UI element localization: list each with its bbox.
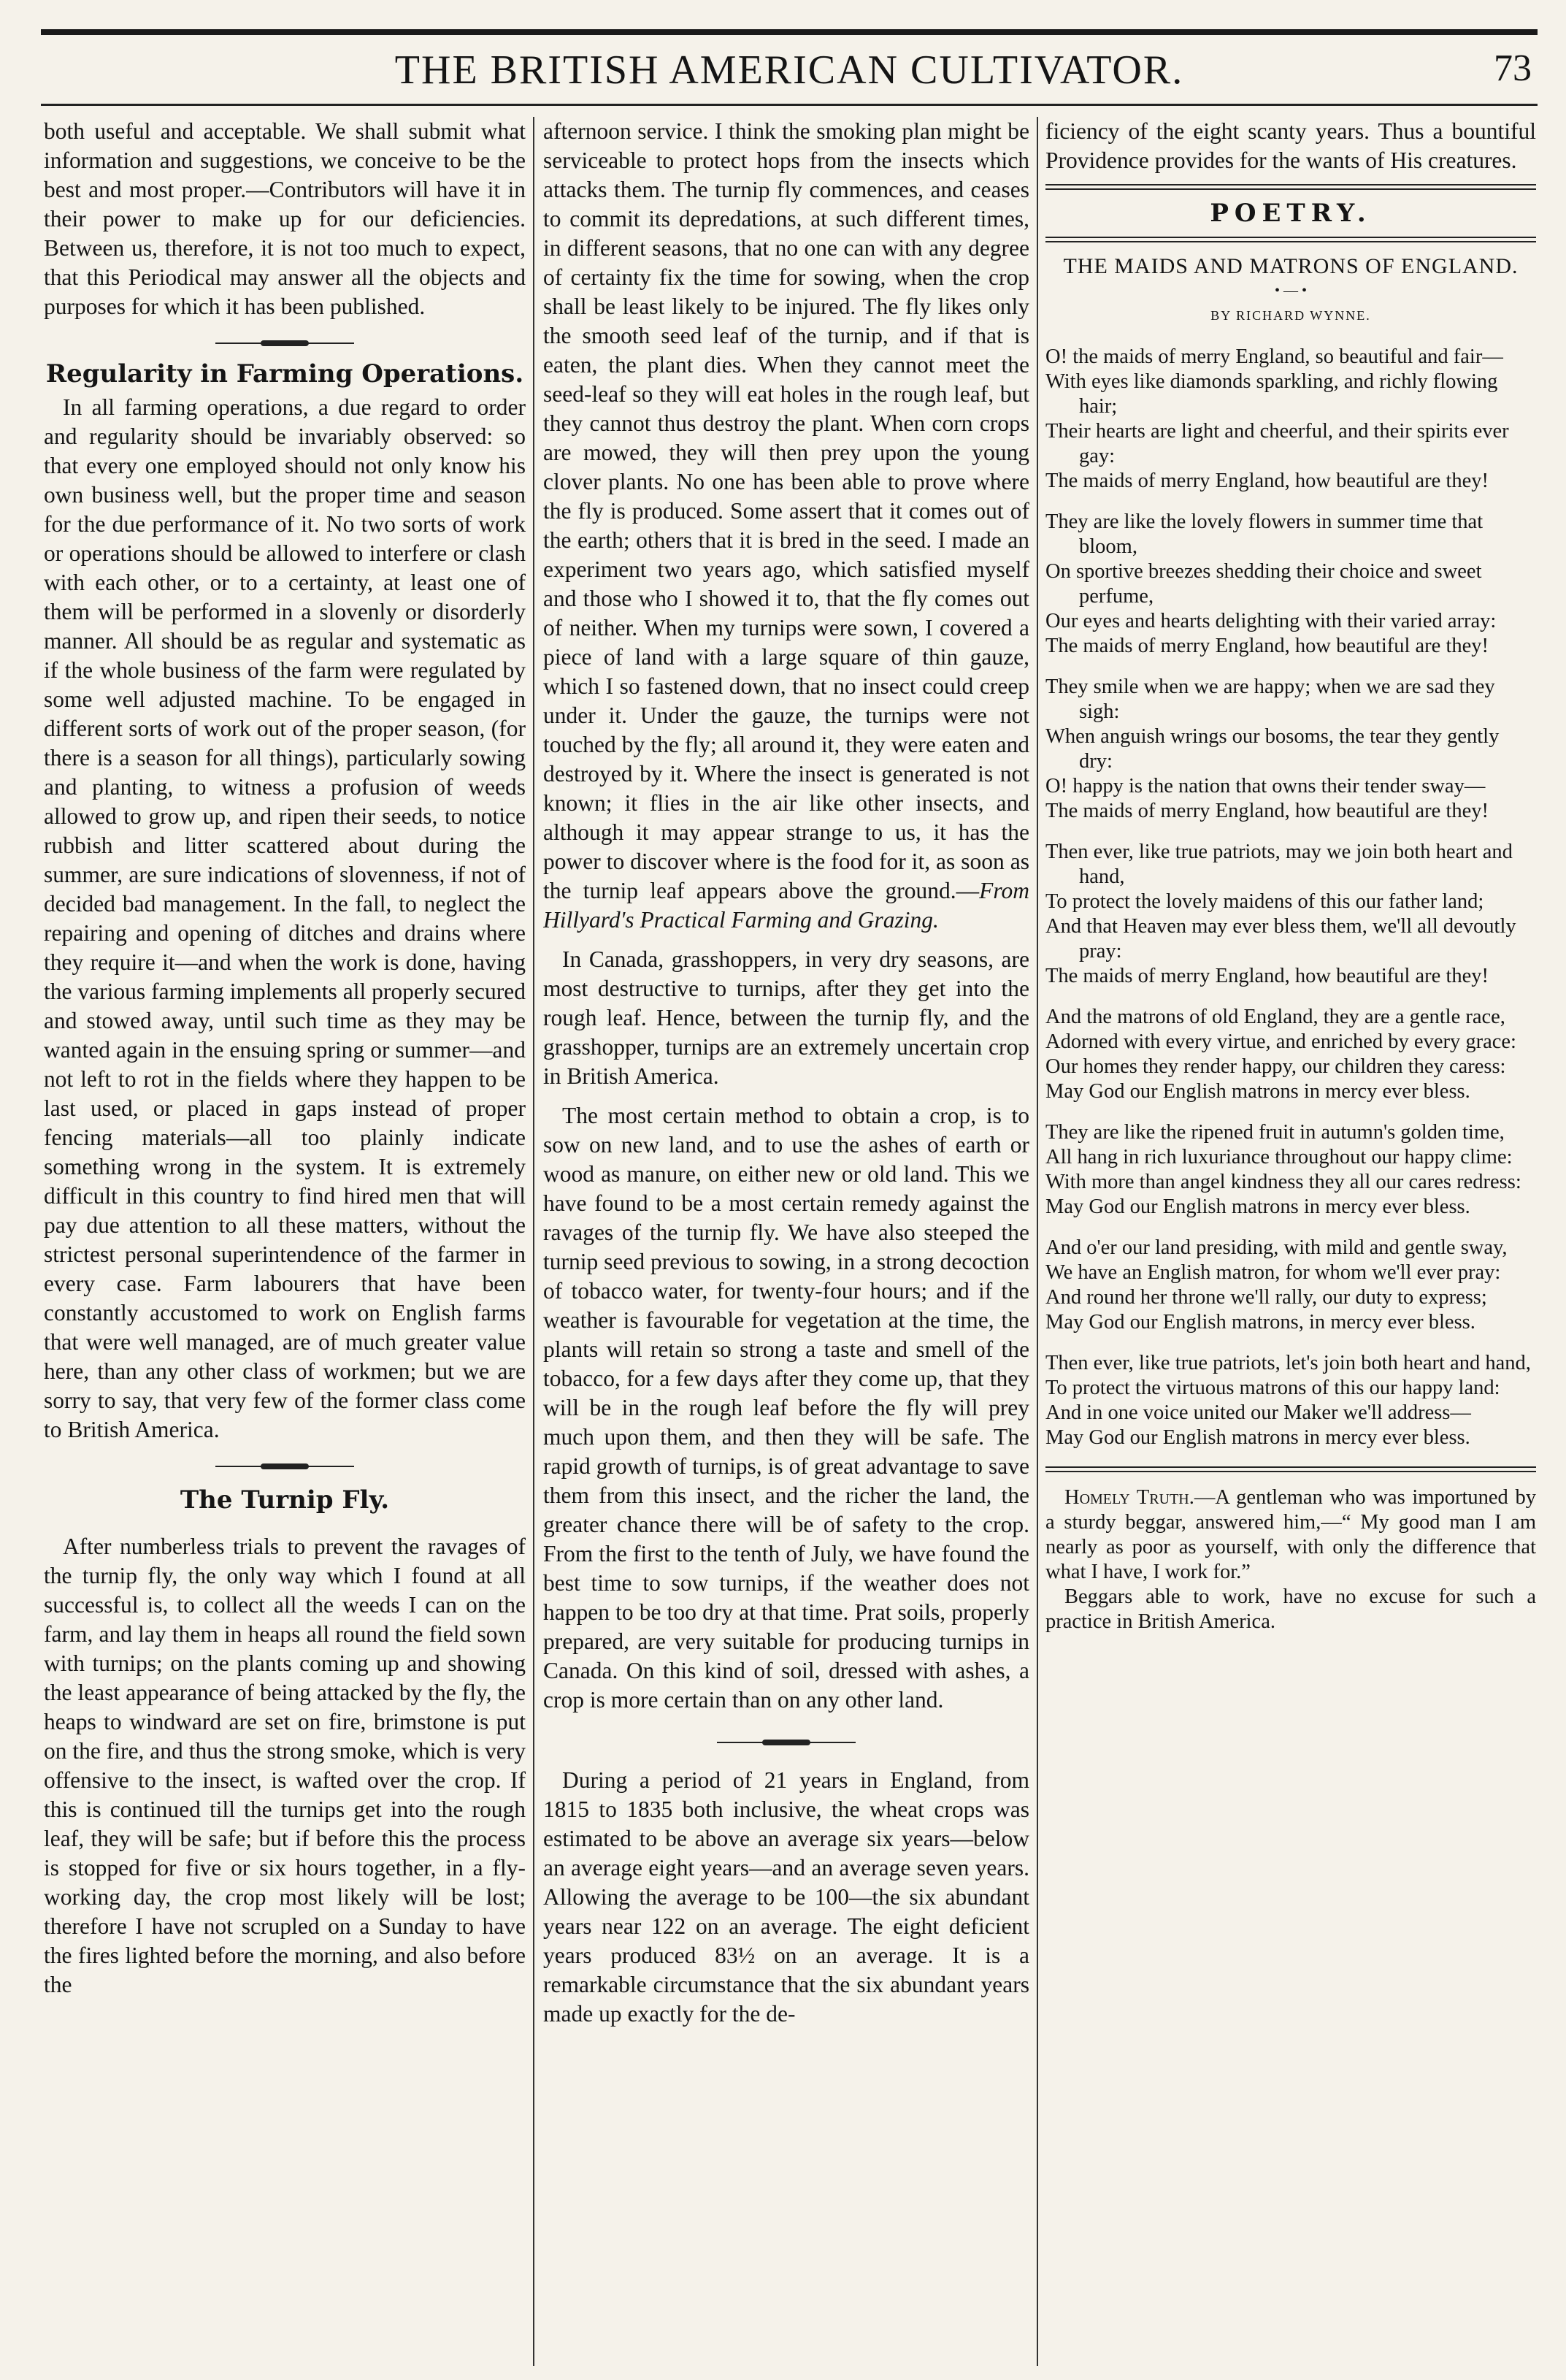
poem-line: To protect the virtuous matrons of this our happy land: <box>1045 1377 1500 1399</box>
page-header <box>41 41 1538 106</box>
poem-line: And in one voice united our Maker we'll address— <box>1045 1401 1471 1424</box>
poem-line: Our homes they render happy, our children they caress: <box>1045 1055 1506 1078</box>
poem-line: They are like the lovely flowers in summer time that bloom, <box>1045 510 1484 558</box>
poem-author: BY RICHARD WYNNE. <box>1210 308 1371 323</box>
poem-line: All hang in rich luxuriance throughout our happy clime: <box>1045 1146 1513 1168</box>
poem-line: On sportive breezes shedding their choice and sweet perfume, <box>1045 560 1482 608</box>
poem-stanza <box>1045 345 1536 494</box>
ornament: • — • <box>1274 283 1307 299</box>
poem-line: The maids of merry England, how beautiful are they! <box>1045 965 1489 987</box>
canada-paragraph: In Canada, grasshoppers, in very dry seasons, are most destructive to turnips, after they get into the rough leaf. Hence, between the turnip fly, and the grasshopper, turnips are an extremely uncertain crop in British America. <box>543 946 1029 1089</box>
turnip-fly-heading: The Turnip Fly. <box>180 1485 390 1515</box>
poem-line: Then ever, like true patriots, may we join both heart and hand, <box>1045 841 1513 888</box>
section-separator <box>717 1740 856 1745</box>
poem-line: O! happy is the nation that owns their tender sway— <box>1045 775 1486 797</box>
poem-line: Then ever, like true patriots, let's join both heart and hand, <box>1045 1352 1531 1374</box>
poem-stanza <box>1045 840 1536 989</box>
poem-stanza <box>1045 1120 1536 1220</box>
top-border <box>41 29 1538 35</box>
poem-line: The maids of merry England, how beautiful are they! <box>1045 635 1489 657</box>
poem-line: The maids of merry England, how beautiful are they! <box>1045 470 1489 492</box>
poem-line: They are like the ripened fruit in autumn's golden time, <box>1045 1121 1505 1144</box>
turnip-fly-continued <box>543 117 1029 935</box>
poem-line: May God our English matrons, in mercy ever bless. <box>1045 1311 1475 1334</box>
poem-line: And that Heaven may ever bless them, we'll all devoutly pray: <box>1045 915 1516 963</box>
column-2 <box>543 117 1029 2366</box>
column-rule-1 <box>533 117 534 2366</box>
method-paragraph: The most certain method to obtain a crop, is to sow on new land, and to use the ashes of earth or wood as manure, on either new or old land. This we have found to be a most certain remedy against the ravages of the turnip fly. We have also steeped the turnip seed previous to sowing, in a strong decoction of tobacco water, for twenty-four hours; and if the weather is favourable for vegetation at the time, the plants will retain so strong a taste and smell of the tobacco, for a few days after they come up, that they will be in the rough leaf before the fly will prey much upon them, and then they will be safe. The rapid growth of turnips, is of great advantage to save them from this insect, and the richer the land, the greater chance there will be of safety to the crop. From the first to the tenth of July, we have found the best time to sow turnips, if the weather does not happen to be too dry at that time. Prat soils, properly prepared, are very suitable for producing turnips in Canada. On this kind of soil, dressed with ashes, a crop is more certain than on any other land. <box>543 1103 1029 1713</box>
poem-line: May God our English matrons in mercy ever bless. <box>1045 1426 1470 1449</box>
poem-line: May God our English matrons in mercy ever bless. <box>1045 1080 1470 1103</box>
poem-line: And o'er our land presiding, with mild and gentle sway, <box>1045 1236 1508 1259</box>
poem-line: Their hearts are light and cheerful, and their spirits ever gay: <box>1045 420 1509 467</box>
poem-line: To protect the lovely maidens of this our father land; <box>1045 890 1484 913</box>
poetry-heading: POETRY. <box>1210 199 1372 228</box>
column-3 <box>1045 117 1536 2366</box>
poem-line: And round her throne we'll rally, our duty to express; <box>1045 1286 1487 1309</box>
homely-truth-text: —A gentleman who was importuned by a sturdy beggar, answered him,—“ My good man I am nearly as poor as yourself, with only the difference that what I have, I work for.” <box>1045 1486 1536 1583</box>
regularity-paragraph: In all farming operations, a due regard to order and regularity should be invariably observed: so that every one employed should not only know his own business well, but the proper time and season for the due performance of it. No two sorts of work or operations should be allowed to interfere or clash with each other, or to a certainty, at least one of them will be performed in a slovenly or disorderly manner. All should be as regular and systematic as if the whole business of the farm were regulated by some well adjusted machine. To be engaged in different sorts of work out of the proper season, (for there is a season for all things), particularly sowing and planting, to witness a profusion of weeds allowed to grow up, and ripen their seeds, to notice rubbish and litter scattered about during the summer, are sure indications of slovenness, if not of decided bad management. In the fall, to neglect the repairing and opening of ditches and drains where they require it—and when the work is done, having the various farming implements all properly secured and stowed away, until such time as they may be wanted again in the ensuing spring or summer—and not left to rot in the fields where they happen to be last used, or placed in gaps instead of proper fencing materials—all too plainly indicate something wrong in the system. It is extremely difficult in this country to find hired men that will pay due attention to all these matters, without the strictest personal superintendence of the farmer in every case. Farm labourers that have been constantly accustomed to work on English farms that were well managed, are of much greater value here, than any other class of workmen; but we are sorry to say, that very few of the former class come to British America. <box>44 394 526 1442</box>
turnip-fly-cont-text: afternoon service. I think the smoking plan might be serviceable to protect hops from the insects which attacks them. The turnip fly commences, and ceases to commit its depredations, at such different times, in different seasons, that no one can with any degree of certainty fix the time for sowing, when the crop shall be least likely to be injured. The fly likes only the smooth seed leaf of the turnip, and if that is eaten, the plant dies. When they cannot meet the seed-leaf so they will eat holes in the rough leaf, but they cannot thus destroy the plant. When corn crops are mowed, they will then prey upon the young clover plants. No one has been able to prove where the fly is produced. Some assert that it comes out of the earth; others that it is bred in the seed. I made an experiment two years ago, which satisfied myself and those who I showed it to, that the fly comes out of neither. When my turnips were sown, I covered a piece of land with a large square of thin gauze, which I so fastened down, that no insect could creep under it. Under the gauze, the turnips were not touched by the fly; all around it, they were eaten and destroyed by it. Where the insect is generated is not known; it flies in the air like other insects, and although it may appear strange to us, it has the power to discover where is the food for it, as soon as the turnip leaf appears above the ground.— <box>543 118 1029 903</box>
double-rule <box>1045 237 1536 242</box>
poem-line: We have an English matron, for whom we'll ever pray: <box>1045 1261 1501 1284</box>
homely-truth-label: Homely Truth. <box>1064 1486 1194 1509</box>
column-rule-2 <box>1037 117 1038 2366</box>
double-rule <box>1045 1466 1536 1472</box>
turnip-fly-paragraph: After numberless trials to prevent the ravages of the turnip fly, the only way which I found at all successful is, to collect all the weeds I can on the farm, and lay them in heaps all round the field sown with turnips; on the plants coming up and showing the least appearance of being attacked by the fly, the heaps to windward are set on fire, brimstone is put on the fire, and thus the strong smoke, which is very offensive to the insect, is wafted over the crop. If this is continued till the turnips get into the rough leaf, they will be safe; but if before this the process is stopped for five or six hours together, in a fly-working day, the crop most likely will be lost; therefore I have not scrupled on a Sunday to have the fires lighted before the morning, and also before the <box>44 1534 526 1997</box>
wheat-paragraph: During a period of 21 years in England, from 1815 to 1835 both inclusive, the wheat crops was estimated to be above an average six years—below an average eight years—and an average seven years. Allowing the average to be 100—the six abundant years near 122 on an average. The eight deficient years produced 83½ on an average. It is a remarkable circumstance that the six abundant years made up exactly for the de- <box>543 1767 1029 2027</box>
poem-stanza <box>1045 510 1536 659</box>
wheat-continued: ficiency of the eight scanty years. Thus a bountiful Providence provides for the wants of His creatures. <box>1045 118 1536 173</box>
intro-paragraph: both useful and acceptable. We shall submit what information and suggestions, we conceive to be the best and most proper.—Contributors will have it in their power to make up for our deficiencies. Between us, therefore, it is not too much to expect, that this Periodical may answer all the objects and purposes for which it has been published. <box>44 118 526 319</box>
poem-line: Adorned with every virtue, and enriched by every grace: <box>1045 1030 1516 1053</box>
homely-truth-paragraph <box>1045 1485 1536 1585</box>
poem-line: They smile when we are happy; when we are sad they sigh: <box>1045 676 1495 723</box>
poem-line: O! the maids of merry England, so beautiful and fair— <box>1045 345 1503 368</box>
poem-line: When anguish wrings our bosoms, the tear they gently dry: <box>1045 725 1500 773</box>
poem-line: And the matrons of old England, they are a gentle race, <box>1045 1006 1505 1028</box>
poem-title: THE MAIDS AND MATRONS OF ENGLAND. <box>1063 254 1519 278</box>
poem-line: With more than angel kindness they all our cares redress: <box>1045 1171 1521 1193</box>
poem-line: May God our English matrons in mercy ever bless. <box>1045 1195 1470 1218</box>
poem-stanza <box>1045 675 1536 824</box>
poem-stanza <box>1045 1005 1536 1104</box>
section-separator <box>215 340 354 346</box>
poem-stanza <box>1045 1351 1536 1450</box>
poem-stanzas <box>1045 345 1536 1450</box>
publication-title: THE BRITISH AMERICAN CULTIVATOR. <box>394 47 1184 93</box>
double-rule <box>1045 184 1536 190</box>
poem-line: The maids of merry England, how beautiful are they! <box>1045 800 1489 822</box>
page-number: 73 <box>1494 47 1532 89</box>
turnip-fly-source: From Hillyard's Practical Farming and Grazing. <box>543 878 1029 933</box>
poem-line: Our eyes and hearts delighting with their varied array: <box>1045 610 1497 632</box>
column-1 <box>44 117 526 2366</box>
section-separator <box>215 1463 354 1469</box>
regularity-heading: Regularity in Farming Operations. <box>45 359 524 389</box>
poem-stanza <box>1045 1236 1536 1335</box>
beggars-paragraph: Beggars able to work, have no excuse for such a practice in British America. <box>1045 1585 1536 1633</box>
poem-line: With eyes like diamonds sparkling, and richly flowing hair; <box>1045 370 1498 418</box>
